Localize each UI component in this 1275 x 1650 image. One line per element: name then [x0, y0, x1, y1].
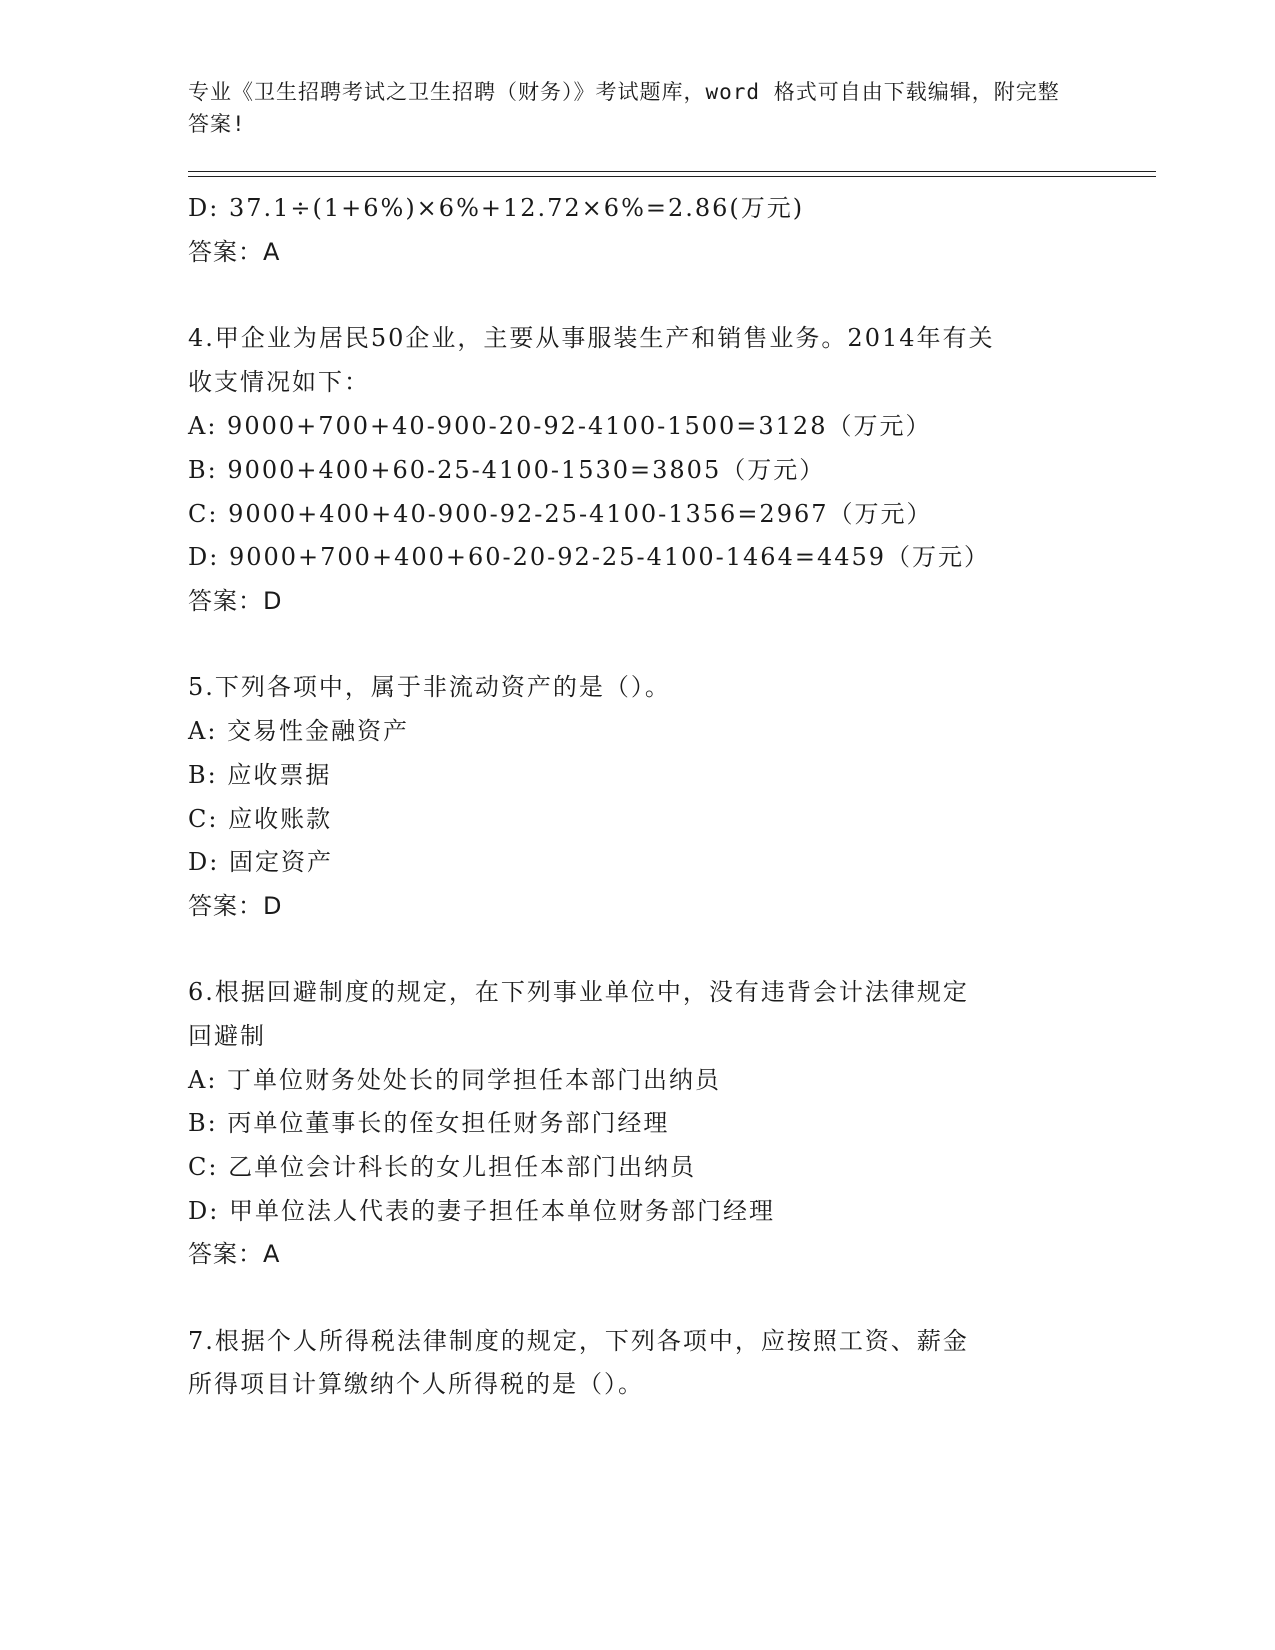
q5-option-d: D: 固定资产 [188, 848, 333, 876]
q4-option-b: B: 9000+400+60-25-4100-1530=3805（万元） [188, 456, 826, 484]
q3-option-d: D: 37.1÷(1+6%)×6%+12.72×6%=2.86(万元) [188, 194, 805, 222]
q6-option-a: A: 丁单位财务处处长的同学担任本部门出纳员 [188, 1066, 722, 1094]
q4-stem-line1: 4.甲企业为居民50企业，主要从事服装生产和销售业务。2014年有关 [188, 324, 995, 352]
q4-answer: 答案：D [188, 587, 283, 615]
header-divider-top [188, 171, 1156, 172]
q7-stem-line2: 所得项目计算缴纳个人所得税的是（）。 [188, 1370, 644, 1398]
q6-option-d: D: 甲单位法人代表的妻子担任本单位财务部门经理 [188, 1197, 775, 1225]
q6-stem-line1: 6.根据回避制度的规定，在下列事业单位中，没有违背会计法律规定 [188, 978, 969, 1006]
q4-stem-line2: 收支情况如下： [188, 368, 370, 396]
q5-option-a: A: 交易性金融资产 [188, 717, 410, 745]
q4-option-a: A: 9000+700+40-900-20-92-4100-1500=3128（万元） [188, 412, 932, 440]
q5-option-c: C: 应收账款 [188, 805, 333, 833]
q5-stem: 5.下列各项中，属于非流动资产的是（）。 [188, 673, 671, 701]
q6-stem-line2: 回避制 [188, 1022, 266, 1050]
header-divider-bottom [188, 176, 1156, 177]
document-header: 专业《卫生招聘考试之卫生招聘（财务）》考试题库，word 格式可自由下载编辑，附完整答案! [188, 80, 1060, 136]
q3-answer: 答案：A [188, 238, 281, 266]
q7-stem-line1: 7.根据个人所得税法律制度的规定，下列各项中，应按照工资、薪金 [188, 1327, 969, 1355]
q5-answer: 答案：D [188, 892, 283, 920]
q4-option-d: D: 9000+700+400+60-20-92-25-4100-1464=4459（万元） [188, 543, 991, 571]
q6-option-b: B: 丙单位董事长的侄女担任财务部门经理 [188, 1109, 670, 1137]
q4-option-c: C: 9000+400+40-900-92-25-4100-1356=2967（万元） [188, 500, 933, 528]
q6-answer: 答案：A [188, 1240, 281, 1268]
q6-option-c: C: 乙单位会计科长的女儿担任本部门出纳员 [188, 1153, 697, 1181]
q5-option-b: B: 应收票据 [188, 761, 332, 789]
